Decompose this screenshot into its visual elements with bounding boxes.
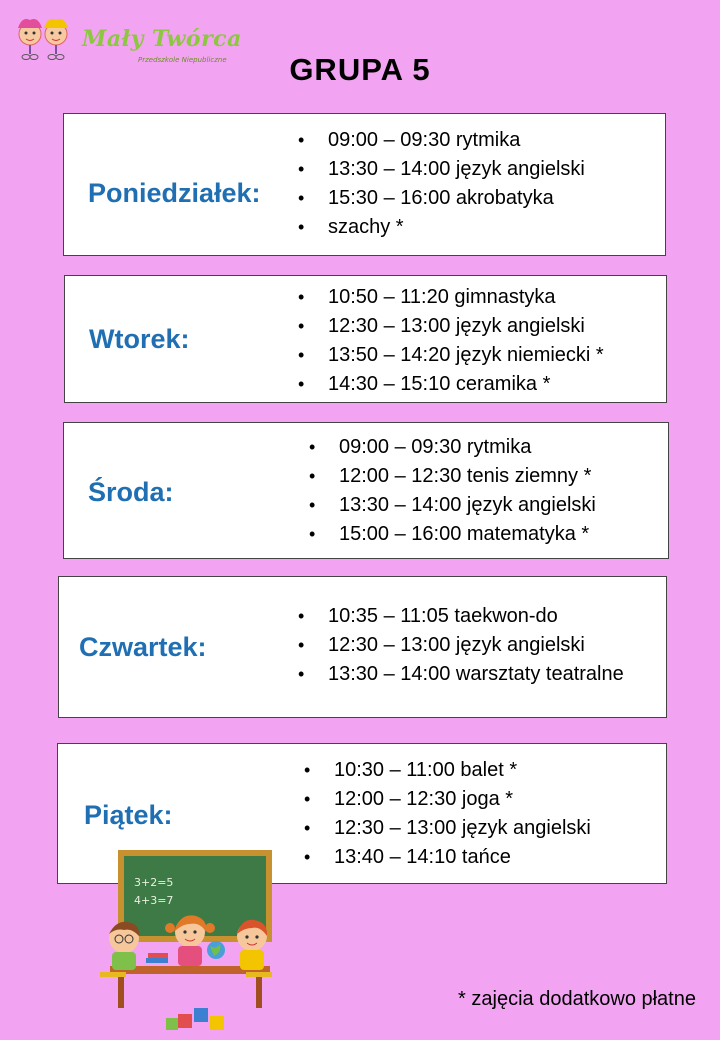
- day-box-monday: [63, 113, 666, 256]
- activity-item: • 14:30 – 15:10 ceramika *: [298, 370, 604, 399]
- activity-item: • 10:35 – 11:05 taekwon-do: [298, 602, 624, 631]
- page-title: GRUPA 5: [289, 52, 431, 87]
- day-box-wednesday: [63, 422, 669, 559]
- activity-item: • 13:50 – 14:20 język niemiecki *: [298, 341, 604, 370]
- activity-list: [298, 126, 585, 242]
- activity-item: • 12:30 – 13:00 język angielski: [304, 814, 591, 843]
- logo-name: Mały Twórca: [82, 26, 242, 52]
- day-name: Poniedziałek:: [88, 178, 261, 208]
- activity-item: • 10:30 – 11:00 balet *: [304, 756, 591, 785]
- activity-item: • 09:00 – 09:30 rytmika: [309, 433, 596, 462]
- chalkboard-line-2: 4+3=7: [134, 894, 174, 907]
- activity-item: • 12:00 – 12:30 tenis ziemny *: [309, 462, 596, 491]
- day-box-tuesday: [64, 275, 667, 403]
- footnote: * zajęcia dodatkowo płatne: [458, 988, 696, 1010]
- activity-item: • 09:00 – 09:30 rytmika: [298, 126, 585, 155]
- activity-item: • 13:30 – 14:00 język angielski: [309, 491, 596, 520]
- day-name: Czwartek:: [79, 632, 207, 662]
- activity-list: [309, 433, 596, 549]
- logo-subtitle: Przedszkole Niepubliczne: [138, 56, 227, 64]
- activity-item: • 15:00 – 16:00 matematyka *: [309, 520, 596, 549]
- day-name: Środa:: [88, 477, 174, 507]
- day-box-thursday: [58, 576, 667, 718]
- classroom-illustration: [96, 846, 296, 1032]
- activity-item: • 12:00 – 12:30 joga *: [304, 785, 591, 814]
- activity-item: • 10:50 – 11:20 gimnastyka: [298, 283, 604, 312]
- activity-item: • 13:40 – 14:10 tańce: [304, 843, 591, 872]
- activity-item: • 12:30 – 13:00 język angielski: [298, 631, 624, 660]
- activity-list: [298, 283, 604, 399]
- activity-list: [298, 602, 624, 689]
- activity-item: • 12:30 – 13:00 język angielski: [298, 312, 604, 341]
- activity-item: • 13:30 – 14:00 język angielski: [298, 155, 585, 184]
- day-name: Piątek:: [84, 800, 173, 830]
- activity-item: • szachy *: [298, 213, 585, 242]
- activity-item: • 13:30 – 14:00 warsztaty teatralne: [298, 660, 624, 689]
- activity-item: • 15:30 – 16:00 akrobatyka: [298, 184, 585, 213]
- day-name: Wtorek:: [89, 324, 190, 354]
- chalkboard-line-1: 3+2=5: [134, 876, 174, 889]
- activity-list: [304, 756, 591, 872]
